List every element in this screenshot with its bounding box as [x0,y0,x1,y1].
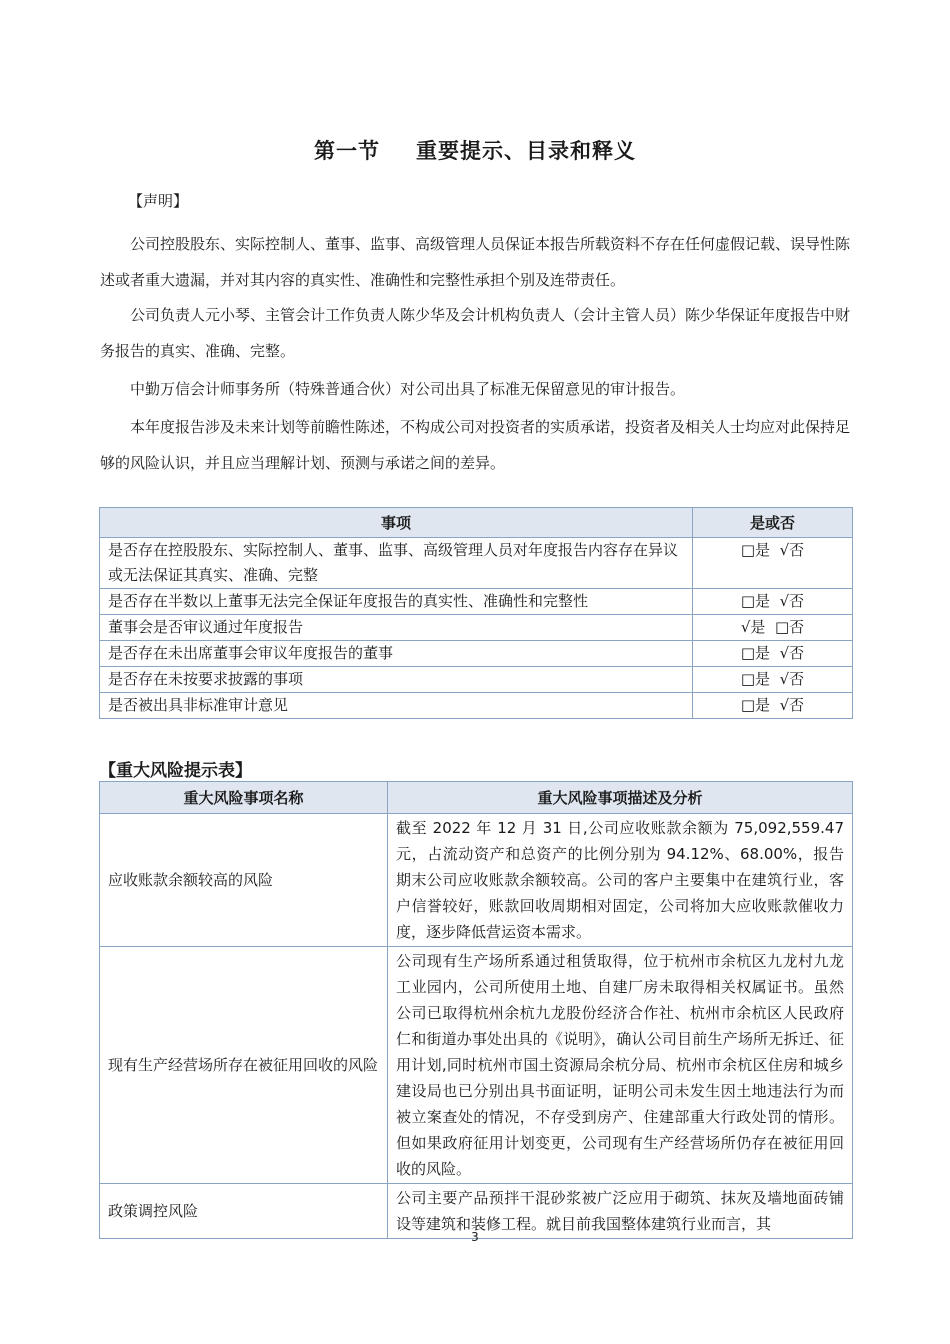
declaration-paragraph-2: 公司负责人元小琴、主管会计工作负责人陈少华及会计机构负责人（会计主管人员）陈少华保证年度报告中财务报告的真实、准确、完整。 [100,306,851,360]
row-item: 董事会是否审议通过年度报告 [100,615,693,641]
declaration-paragraph-1: 公司控股股东、实际控制人、董事、监事、高级管理人员保证本报告所载资料不存在任何虚假记载、误导性陈述或者重大遗漏，并对其内容的真实性、准确性和完整性承担个别及连带责任。 [100,235,851,289]
table-row [100,667,853,693]
table-row [100,693,853,719]
row-item: 是否存在未出席董事会审议年度报告的董事 [100,641,693,667]
header-yes-no: 是或否 [693,508,853,538]
risk-table-heading: 【重大风险提示表】 [99,761,252,781]
risk-description: 公司现有生产场所系通过租赁取得，位于杭州市余杭区九龙村九龙工业园内，公司所使用土地、自建厂房未取得相关权属证书。虽然公司已取得杭州余杭九龙股份经济合作社、杭州市余杭区人民政府仁和街道办事处出具的《说明》，确认公司目前生产场所无拆迁、征用计划,同时杭州市国土资源局余杭分局、杭州市余杭区住房和城乡建设局也已分别出具书面证明，证明公司未发生因土地违法行为而被立案查处的情况，不存受到房产、住建部重大行政处罚的情形。但如果政府征用计划变更，公司现有生产经营场所仍存在被征用回收的风险。 [388,947,853,1184]
row-answer: □是 √否 [693,641,853,667]
row-answer: □是 √否 [693,538,853,589]
row-item: 是否存在未按要求披露的事项 [100,667,693,693]
row-item: 是否被出具非标准审计意见 [100,693,693,719]
confirmation-table [99,507,853,719]
table-row [100,589,853,615]
risk-description: 截至 2022 年 12 月 31 日,公司应收账款余额为 75,092,559.47 元，占流动资产和总资产的比例分别为 94.12%、68.00%，报告期末公司应收账款余额较高。公司的客户主要集中在建筑行业，客户信誉较好，账款回收周期相对固定，公司将加大应收账款催收力度，逐步降低营运资本需求。 [388,814,853,947]
row-answer: □是 √否 [693,693,853,719]
table-row [100,641,853,667]
row-answer: □是 √否 [693,589,853,615]
header-risk-name: 重大风险事项名称 [100,782,388,814]
table-header-row [100,782,853,814]
risk-description: 公司主要产品预拌干混砂浆被广泛应用于砌筑、抹灰及墙地面砖铺设等建筑和装修工程。就目前我国整体建筑行业而言，其 [388,1184,853,1239]
table-header-row [100,508,853,538]
table-row [100,814,853,947]
row-answer: □是 √否 [693,667,853,693]
risk-name: 应收账款余额较高的风险 [100,814,388,947]
section-number: 第一节 [314,139,380,163]
page-number: 3 [471,1230,479,1244]
risk-name: 政策调控风险 [100,1184,388,1239]
table-row [100,615,853,641]
row-item: 是否存在半数以上董事无法完全保证年度报告的真实性、准确性和完整性 [100,589,693,615]
section-title: 重要提示、目录和释义 [416,139,636,163]
row-answer: √是 □否 [693,615,853,641]
header-risk-description: 重大风险事项描述及分析 [388,782,853,814]
table-row [100,538,853,589]
risk-table [99,781,853,1239]
declaration-paragraph-3: 中勤万信会计师事务所（特殊普通合伙）对公司出具了标准无保留意见的审计报告。 [130,380,686,398]
row-item: 是否存在控股股东、实际控制人、董事、监事、高级管理人员对年度报告内容存在异议或无法保证其真实、准确、完整 [100,538,693,589]
page-title [0,135,950,165]
header-item: 事项 [100,508,693,538]
declaration-paragraph-4: 本年度报告涉及未来计划等前瞻性陈述，不构成公司对投资者的实质承诺，投资者及相关人士均应对此保持足够的风险认识，并且应当理解计划、预测与承诺之间的差异。 [100,418,851,472]
table-row [100,947,853,1184]
risk-name: 现有生产经营场所存在被征用回收的风险 [100,947,388,1184]
declaration-heading: 【声明】 [128,192,189,210]
